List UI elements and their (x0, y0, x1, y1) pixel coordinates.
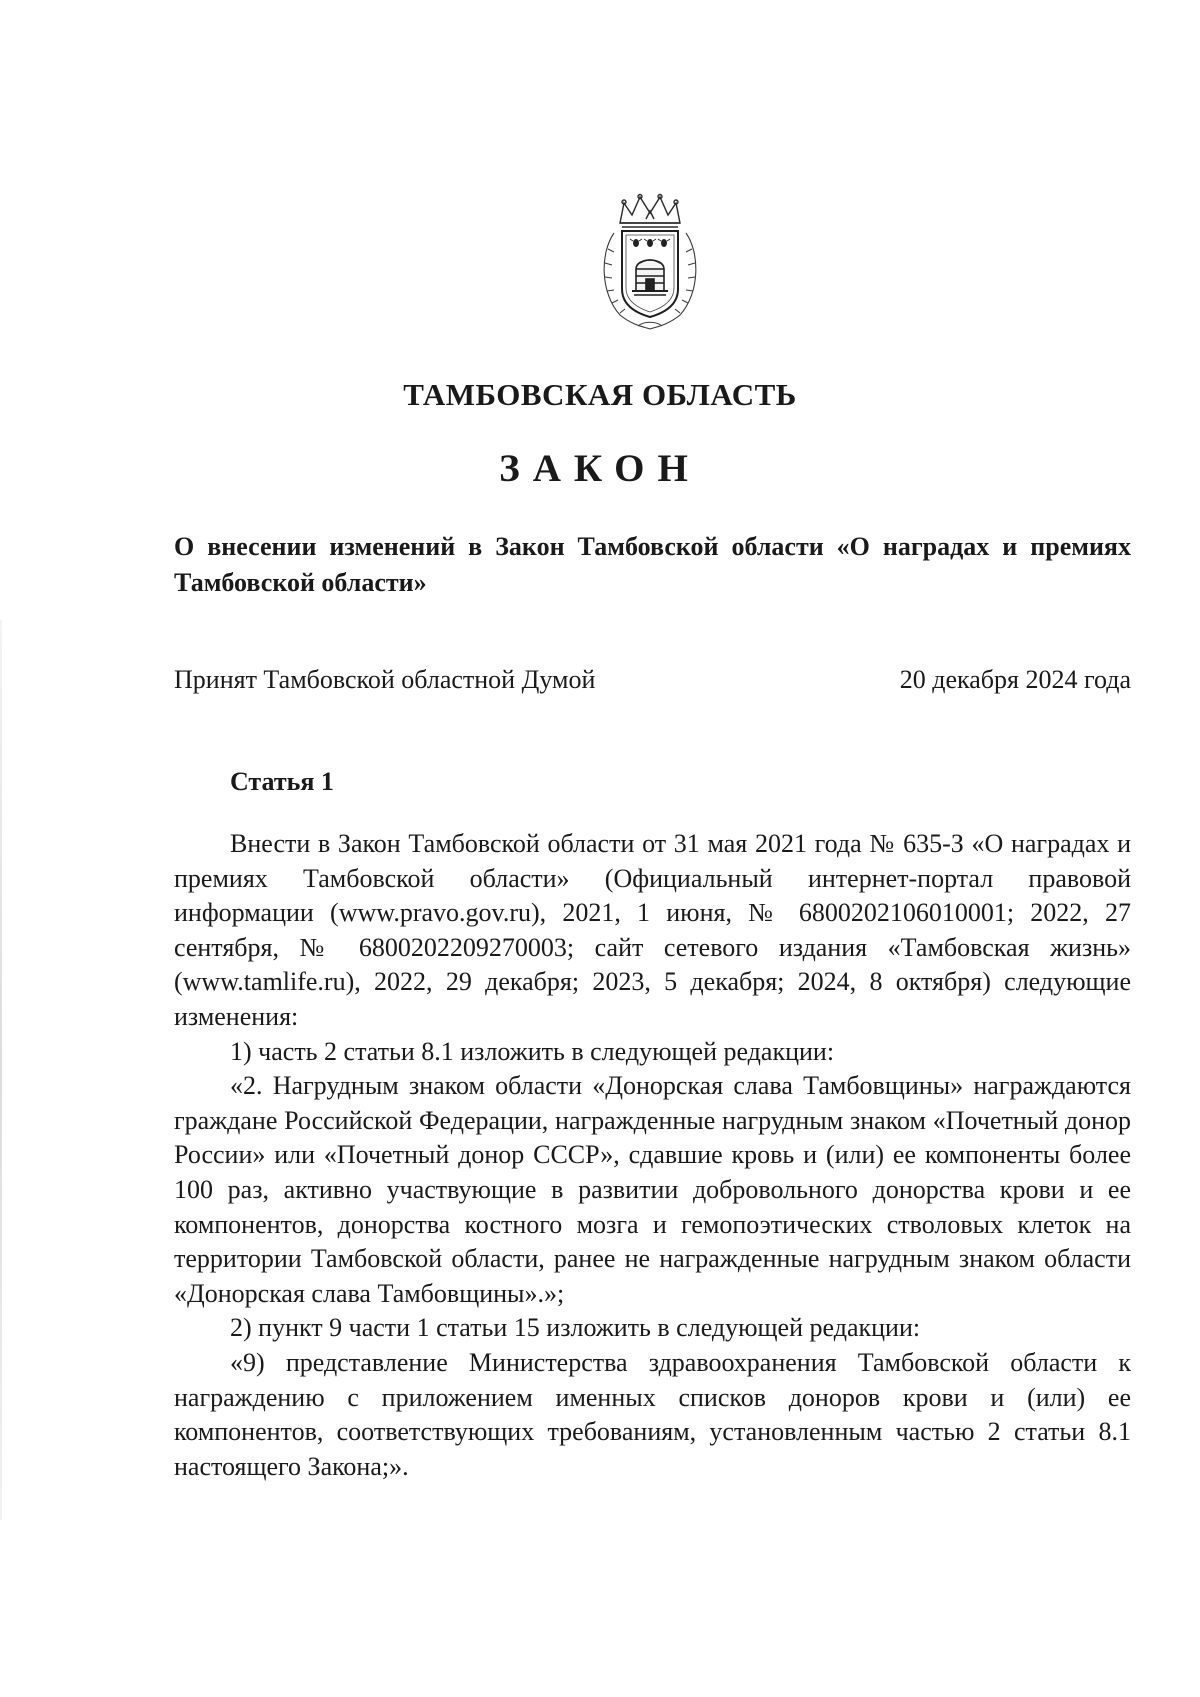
paragraph: Внести в Закон Тамбовской области от 31 мая 2021 года № 635-З «О наградах и премиях Тамбовской области» (Официальный интернет-портал правовой информации (www.pravo.gov.ru), 2021, 1 июня, № 6800202106010001; 2022, 27 сентября, № 6800202209270003; сайт сетевого издания «Тамбовская жизнь» (www.tamlife.ru), 2022, 29 декабря; 2023, 5 декабря; 2024, 8 октября) следующие изменения: (174, 829, 1131, 1031)
adoption-date: 20 декабря 2024 года (899, 665, 1131, 694)
scan-edge (0, 620, 2, 1520)
paragraph: 2) пункт 9 части 1 статьи 15 изложить в следующей редакции: (230, 1313, 921, 1343)
paragraph: 1) часть 2 статьи 8.1 изложить в следующей редакции: (230, 1036, 835, 1066)
article-body (174, 827, 1131, 1484)
document-type: ЗАКОН (499, 447, 701, 490)
adopted-by: Принят Тамбовской областной Думой (174, 665, 596, 694)
paragraph: «9) представление Министерства здравоохранения Тамбовской области к награждению с приложением именных списков доноров крови и (или) ее компонентов, соответствующих требованиям, установленным частью 2 статьи 8.1 настоящего Закона;». (174, 1347, 1131, 1481)
tambov-coat-of-arms-icon (594, 193, 706, 333)
adoption-line (174, 665, 1131, 695)
law-title: О внесении изменений в Закон Тамбовской области «О наградах и премиях Тамбовской области» (174, 532, 1131, 597)
paragraph: «2. Нагрудным знаком области «Донорская слава Тамбовщины» награждаются граждане Российской Федерации, награжденные нагрудным знаком «Почетный донор России» или «Почетный донор СССР», сдавшие кровь и (или) ее компоненты более 100 раз, активно участвующие в развитии добровольного донорства крови и ее компонентов, донорства костного мозга и гемопоэтических стволовых клеток на территории Тамбовской области, ранее не награжденные нагрудным знаком области «Донорская слава Тамбовщины».»; (174, 1071, 1131, 1308)
region-name: ТАМБОВСКАЯ ОБЛАСТЬ (403, 377, 797, 412)
article-heading: Статья 1 (230, 767, 334, 796)
